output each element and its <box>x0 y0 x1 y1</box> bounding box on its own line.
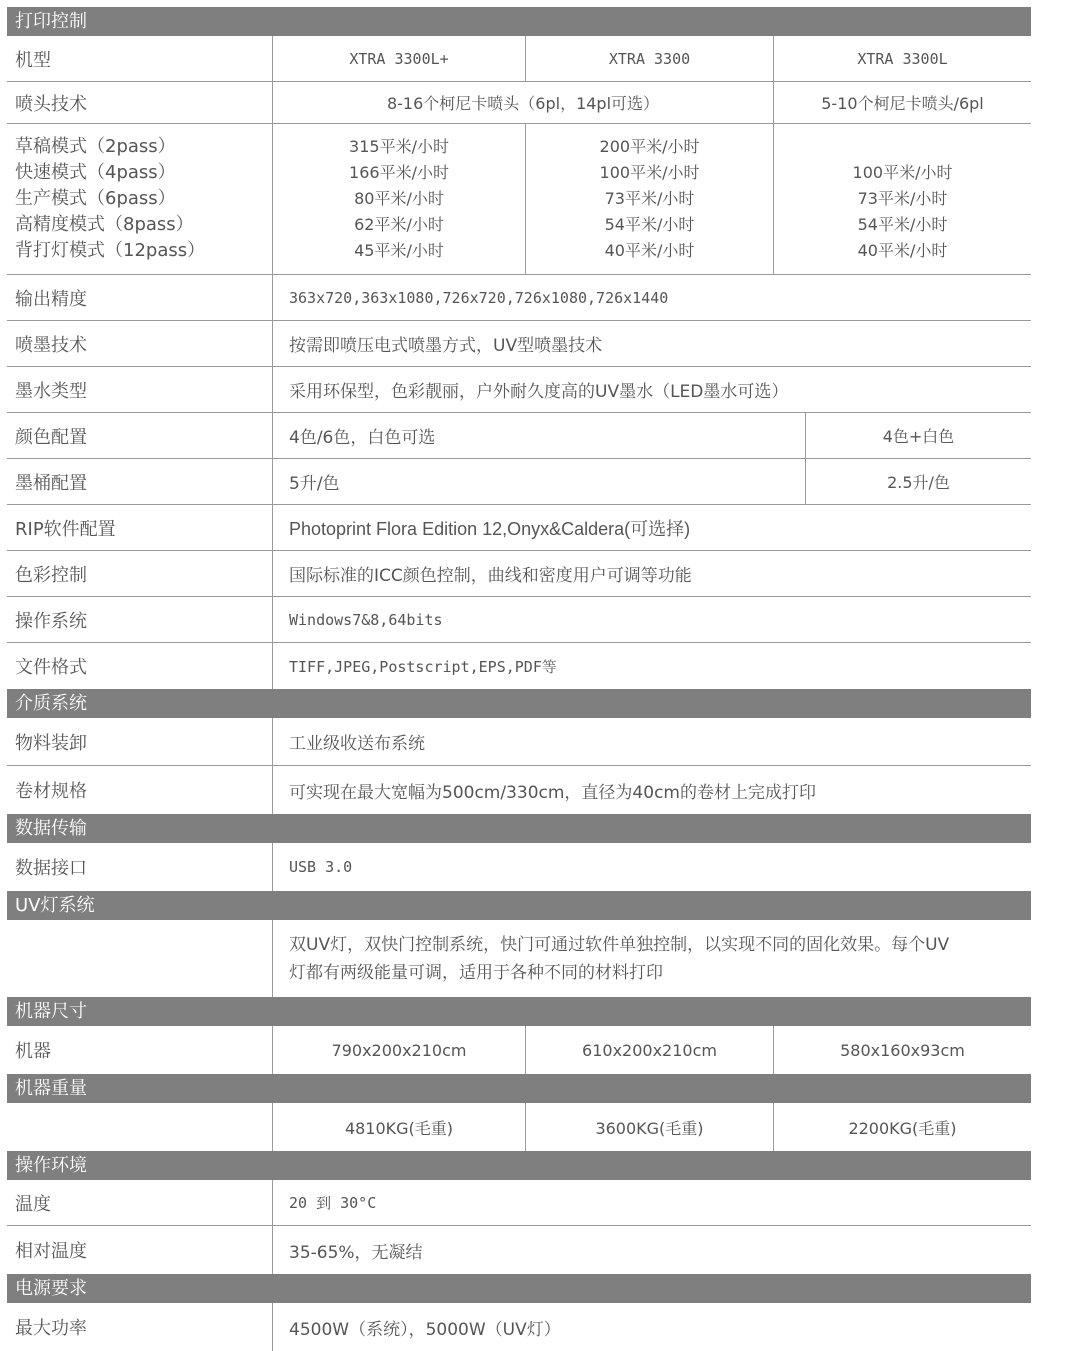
label-weight-empty <box>7 1103 273 1151</box>
value-data-port: USB 3.0 <box>289 858 353 876</box>
section-uv-lamp: UV灯系统 <box>7 891 1031 920</box>
label-humidity: 相对温度 <box>7 1226 273 1274</box>
value-file-format: TIFF,JPEG,Postscript,EPS,PDF等 <box>289 657 557 676</box>
row-ink-type <box>7 367 1031 413</box>
modes-col-1 <box>273 124 525 274</box>
mode-speed: 80平米/小时 <box>354 189 444 208</box>
row-resolution <box>7 275 1031 321</box>
model-1: XTRA 3300L+ <box>349 49 449 68</box>
label-resolution: 输出精度 <box>7 275 273 320</box>
row-humidity <box>7 1226 1031 1274</box>
modes-col-2 <box>525 124 773 274</box>
weight-1: 4810KG(毛重) <box>344 1118 454 1138</box>
label-color-control: 色彩控制 <box>7 551 273 596</box>
row-file-format <box>7 643 1031 689</box>
nozzle-value-12: 8-16个柯尼卡喷头（6pl，14pl可选） <box>386 94 660 113</box>
nozzle-value-3: 5-10个柯尼卡喷头/6pl <box>773 82 1031 123</box>
model-2: XTRA 3300 <box>525 36 773 81</box>
value-max-power: 4500W（系统），5000W（UV灯） <box>289 1319 561 1340</box>
label-file-format: 文件格式 <box>7 643 273 689</box>
label-nozzle: 喷头技术 <box>7 82 273 123</box>
row-color-control <box>7 551 1031 597</box>
section-media-system: 介质系统 <box>7 689 1031 718</box>
row-model <box>7 36 1031 82</box>
modes-col-3 <box>773 124 1031 274</box>
label-roll-spec: 卷材规格 <box>7 766 273 814</box>
label-data-port: 数据接口 <box>7 843 273 891</box>
value-roll-spec: 可实现在最大宽幅为500cm/330cm，直径为40cm的卷材上完成打印 <box>289 782 816 803</box>
row-temperature <box>7 1180 1031 1226</box>
value-color-config-a: 4色/6色，白色可选 <box>289 428 436 448</box>
weight-3: 2200KG(毛重) <box>773 1103 1031 1151</box>
label-ink-type: 墨水类型 <box>7 367 273 412</box>
value-color-control: 国际标准的ICC颜色控制，曲线和密度用户可调等功能 <box>289 566 692 586</box>
value-media-loading: 工业级收送布系统 <box>289 734 425 754</box>
label-inkjet: 喷墨技术 <box>7 321 273 366</box>
mode-speed: 100平米/小时 <box>599 163 700 182</box>
row-nozzle <box>7 82 1031 124</box>
row-inkjet <box>7 321 1031 367</box>
section-print-control: 打印控制 <box>7 7 1031 36</box>
label-media-loading: 物料装卸 <box>7 718 273 765</box>
value-resolution: 363x720,363x1080,726x720,726x1080,726x1440 <box>289 288 669 307</box>
mode-speed: 45平米/小时 <box>354 241 444 260</box>
row-uv-desc <box>7 920 1031 997</box>
row-rip <box>7 505 1031 551</box>
section-machine-weight: 机器重量 <box>7 1074 1031 1103</box>
mode-speed: 54平米/小时 <box>604 215 695 234</box>
mode-label-4: 高精度模式（8pass） <box>15 214 194 235</box>
value-ink-tank-b: 2.5升/色 <box>805 459 1031 504</box>
value-color-config-b: 4色+白色 <box>805 413 1031 458</box>
row-ink-tank <box>7 459 1031 505</box>
uv-desc-line-1: 双UV灯，双快门控制系统，快门可通过软件单独控制，以实现不同的固化效果。每个UV <box>289 934 950 955</box>
label-max-power: 最大功率 <box>7 1303 273 1351</box>
label-uv-desc-empty <box>7 920 273 997</box>
section-power: 电源要求 <box>7 1274 1031 1303</box>
value-inkjet: 按需即喷压电式喷墨方式，UV型喷墨技术 <box>289 336 603 356</box>
mode-speed: 40平米/小时 <box>857 241 948 260</box>
mode-speed: 62平米/小时 <box>354 215 444 234</box>
section-machine-size: 机器尺寸 <box>7 997 1031 1026</box>
mode-speed: 100平米/小时 <box>852 163 953 182</box>
label-temperature: 温度 <box>7 1180 273 1225</box>
row-media-loading <box>7 718 1031 766</box>
section-environment: 操作环境 <box>7 1151 1031 1180</box>
weight-2: 3600KG(毛重) <box>525 1103 773 1151</box>
label-rip: RIP软件配置 <box>7 505 273 550</box>
mode-speed: 166平米/小时 <box>349 163 449 182</box>
label-machine-size: 机器 <box>7 1026 273 1074</box>
value-rip: Photoprint Flora Edition 12,Onyx&Caldera(可选择) <box>289 518 691 539</box>
value-os: Windows7&8,64bits <box>289 610 443 629</box>
value-humidity: 35-65%，无凝结 <box>289 1242 423 1263</box>
mode-speed: 54平米/小时 <box>857 215 948 234</box>
row-roll-spec <box>7 766 1031 814</box>
row-data-port <box>7 843 1031 891</box>
value-ink-tank-a: 5升/色 <box>289 474 340 494</box>
row-max-power <box>7 1303 1031 1351</box>
mode-speed: 73平米/小时 <box>604 189 695 208</box>
row-modes <box>7 124 1031 275</box>
mode-speed: 73平米/小时 <box>857 189 948 208</box>
mode-label-2: 快速模式（4pass） <box>15 162 176 183</box>
label-modes <box>7 124 273 274</box>
value-uv-desc <box>273 920 1031 997</box>
size-1: 790x200x210cm <box>331 1040 467 1060</box>
mode-speed: 315平米/小时 <box>349 137 449 156</box>
mode-speed: 40平米/小时 <box>604 241 695 260</box>
mode-label-3: 生产模式（6pass） <box>15 188 176 209</box>
row-os <box>7 597 1031 643</box>
value-ink-type: 采用环保型，色彩靓丽，户外耐久度高的UV墨水（LED墨水可选） <box>289 382 789 402</box>
mode-speed: 200平米/小时 <box>599 137 700 156</box>
spec-table <box>7 7 1031 1351</box>
row-machine-weight <box>7 1103 1031 1151</box>
model-3: XTRA 3300L <box>773 36 1031 81</box>
row-color-config <box>7 413 1031 459</box>
size-2: 610x200x210cm <box>525 1026 773 1074</box>
section-data-transfer: 数据传输 <box>7 814 1031 843</box>
value-temperature: 20 到 30°C <box>289 1194 377 1212</box>
mode-label-5: 背打灯模式（12pass） <box>15 240 206 261</box>
row-machine-size <box>7 1026 1031 1074</box>
label-color-config: 颜色配置 <box>7 413 273 458</box>
label-model: 机型 <box>7 36 273 81</box>
mode-label-1: 草稿模式（2pass） <box>15 136 176 157</box>
size-3: 580x160x93cm <box>773 1026 1031 1074</box>
uv-desc-line-2: 灯都有两级能量可调，适用于各种不同的材料打印 <box>289 962 663 983</box>
label-ink-tank: 墨桶配置 <box>7 459 273 504</box>
label-os: 操作系统 <box>7 597 273 642</box>
